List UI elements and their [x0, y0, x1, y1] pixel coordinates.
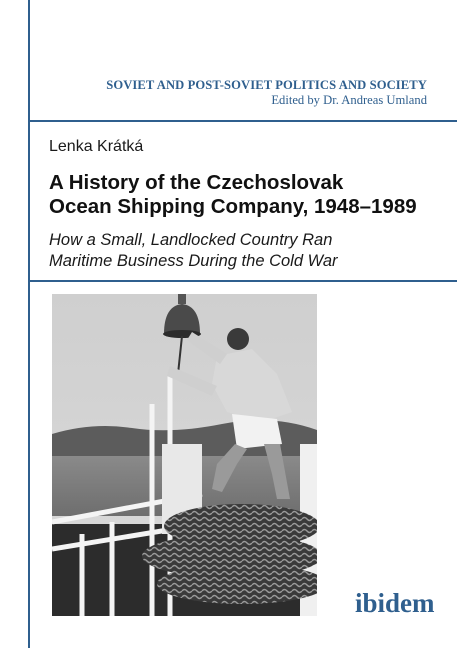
- subtitle-line-1: How a Small, Landlocked Country Ran: [49, 231, 333, 249]
- middle-divider: [29, 280, 457, 282]
- cover-photo: [52, 294, 317, 616]
- author-name: Lenka Krátká: [49, 138, 144, 155]
- series-name: SOVIET AND POST-SOVIET POLITICS AND SOCIETY: [106, 78, 427, 92]
- book-title: [49, 171, 417, 219]
- title-line-1: A History of the Czechoslovak: [49, 171, 344, 194]
- publisher-logo: ibidem: [355, 588, 435, 618]
- book-subtitle: [49, 230, 338, 272]
- subtitle-line-2: Maritime Business During the Cold War: [49, 252, 338, 270]
- top-divider: [29, 120, 457, 122]
- title-line-2: Ocean Shipping Company, 1948–1989: [49, 195, 417, 218]
- series-editor: Edited by Dr. Andreas Umland: [271, 93, 427, 107]
